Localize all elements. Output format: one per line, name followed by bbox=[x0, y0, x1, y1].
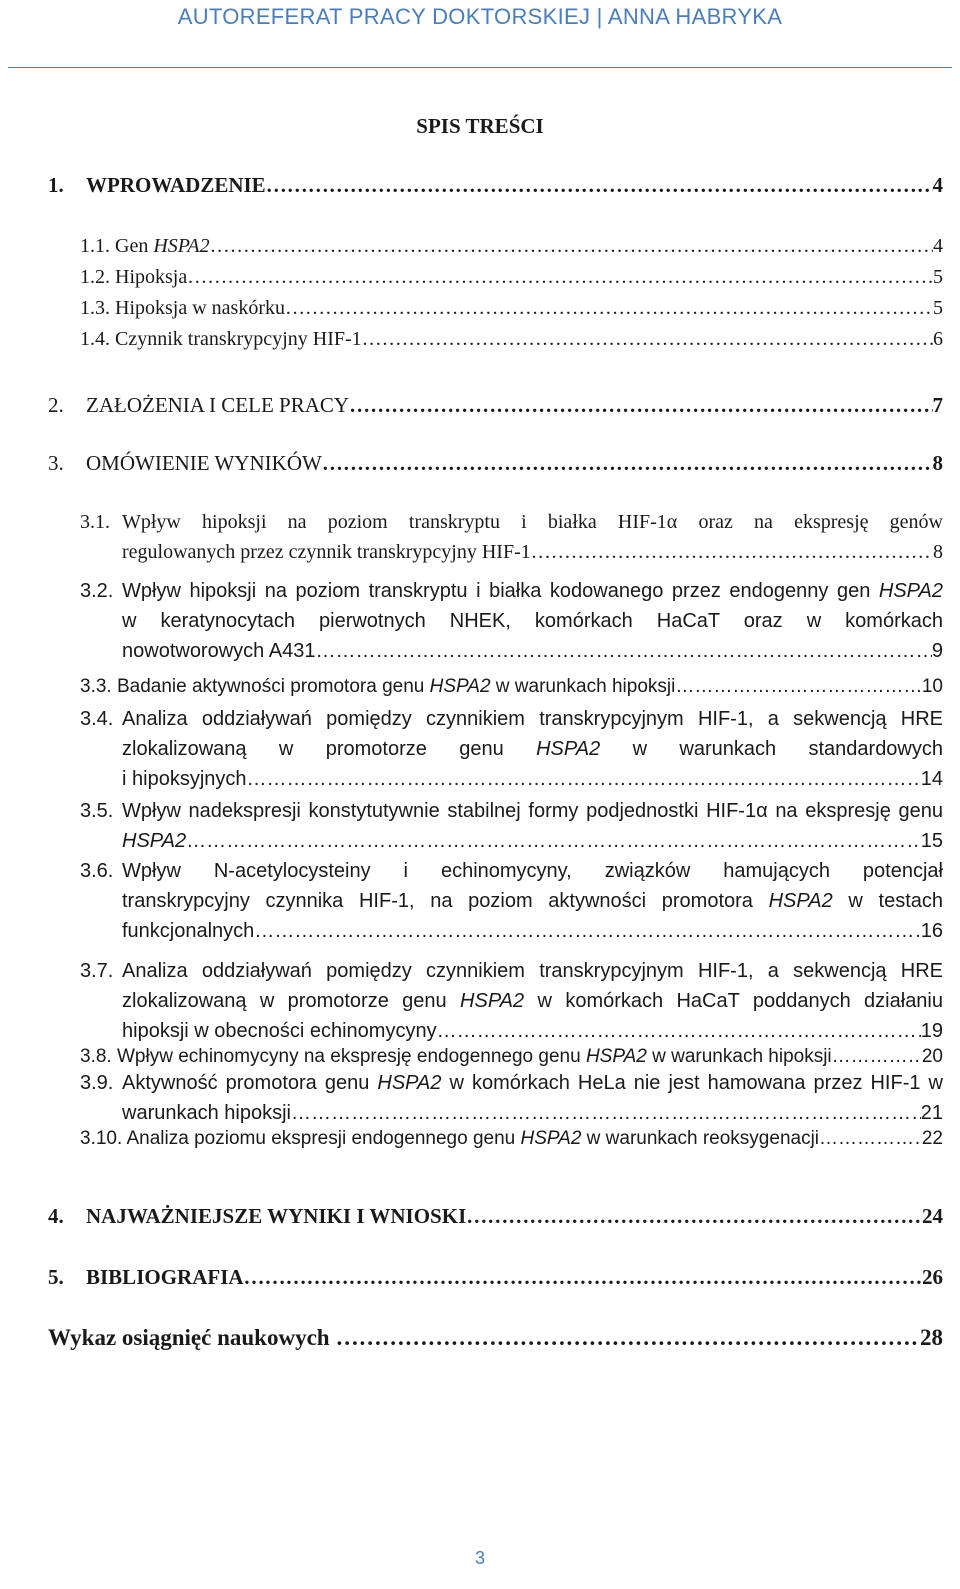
toc-entry-label: Czynnik transkrypcyjny HIF-1 bbox=[115, 328, 362, 350]
toc-entry-label-italic: HSPA2 bbox=[878, 580, 943, 602]
toc-entry-label: OMÓWIENIE WYNIKÓW bbox=[86, 451, 322, 475]
toc-entry-2[interactable] bbox=[0, 393, 943, 421]
toc-entry-label: Wpływ nadekspresji konstytutywnie stabilnej formy podjednostki HIF-1α na ekspresję genu bbox=[122, 800, 943, 822]
page-number: 3 bbox=[474, 1548, 485, 1568]
toc-entry-page: 5 bbox=[933, 297, 943, 319]
toc-entry-3-3[interactable] bbox=[80, 676, 943, 698]
toc-entry-1[interactable] bbox=[0, 173, 943, 201]
toc-entry-label: Hipoksja w naskórku bbox=[115, 297, 285, 319]
toc-entry-label-italic: HSPA2 bbox=[122, 830, 187, 852]
toc-entry-number: 4. bbox=[48, 1204, 64, 1228]
toc-entry-page: 26 bbox=[922, 1265, 943, 1289]
toc-entry-1-1[interactable] bbox=[80, 235, 943, 258]
toc-entry-page: 4 bbox=[932, 173, 943, 197]
toc-entry-number: 1.2. bbox=[80, 266, 110, 288]
toc-entry-number: 3.7. bbox=[80, 960, 114, 982]
toc-entry-label: Wpływ N-acetylocysteiny i echinomycyny, związków hamujących potencjał bbox=[122, 860, 943, 882]
toc-entry-page: 15 bbox=[920, 830, 943, 852]
toc-entry-page: 9 bbox=[931, 640, 943, 662]
toc-entry-label-cont: w warunkach hipoksji bbox=[490, 676, 676, 697]
toc-entry-page: 22 bbox=[921, 1128, 943, 1149]
toc-entry-label: Analiza poziomu ekspresji endogennego genu bbox=[126, 1128, 521, 1149]
toc-entry-label: Wpływ echinomycyny na ekspresję endogennego genu bbox=[116, 1046, 586, 1067]
toc-entry-page: 4 bbox=[933, 235, 943, 257]
toc-entry-label: WPROWADZENIE bbox=[86, 173, 266, 197]
toc-entry-page: 14 bbox=[920, 768, 943, 790]
toc-entry-page: 20 bbox=[921, 1046, 943, 1067]
toc-entry-label-cont: transkrypcyjny czynnika HIF-1, na poziom aktywności promotora bbox=[122, 890, 769, 912]
toc-entry-label-italic: HSPA2 bbox=[153, 235, 210, 257]
toc-entry-label-cont: funkcjonalnych bbox=[122, 920, 255, 942]
toc-entry-label: Gen bbox=[115, 235, 154, 257]
toc-entry-label: ZAŁOŻENIA I CELE PRACY bbox=[86, 393, 350, 417]
toc-entry-page: 21 bbox=[920, 1102, 943, 1124]
toc-entry-number: 3.4. bbox=[80, 708, 114, 730]
toc-entry-label-cont: zlokalizowaną w promotorze genu bbox=[122, 738, 537, 760]
toc-entry-label-italic: HSPA2 bbox=[768, 890, 833, 912]
toc-entry-label: BIBLIOGRAFIA bbox=[86, 1265, 244, 1289]
toc-entry-page: 8 bbox=[933, 541, 943, 563]
toc-entry-label-italic: HSPA2 bbox=[520, 1128, 582, 1149]
toc-entry-label: NAJWAŻNIEJSZE WYNIKI I WNIOSKI bbox=[86, 1204, 467, 1228]
toc-entry-page: 8 bbox=[932, 451, 943, 475]
toc-entry-label-cont: w keratynocytach pierwotnych NHEK, komórkach HaCaT oraz w komórkach bbox=[122, 610, 943, 632]
toc-entry-label-cont: zlokalizowaną w promotorze genu bbox=[122, 990, 461, 1012]
toc-entry-number: 3.5. bbox=[80, 800, 114, 822]
toc-entry-number: 2. bbox=[48, 393, 64, 417]
toc-entry-label-italic: HSPA2 bbox=[585, 1046, 647, 1067]
toc-entry-label: Analiza oddziaływań pomiędzy czynnikiem transkrypcyjnym HIF-1, a sekwencją HRE bbox=[122, 960, 943, 982]
toc-entry-3-1[interactable] bbox=[80, 507, 943, 567]
toc-entry-3-6[interactable] bbox=[80, 856, 943, 946]
toc-entry-3-8[interactable] bbox=[80, 1046, 943, 1068]
toc-entry-number: 3.8. bbox=[80, 1046, 112, 1067]
toc-entry-number: 3.9. bbox=[80, 1072, 114, 1094]
toc-entry-number: 3.3. bbox=[80, 676, 112, 697]
toc-entry-label-cont: hipoksji w obecności echinomycyny bbox=[122, 1020, 437, 1042]
toc-entry-3-5[interactable] bbox=[80, 796, 943, 856]
toc-entry-page: 6 bbox=[933, 328, 943, 350]
toc-entry-3-2[interactable] bbox=[80, 576, 943, 666]
toc-entry-label-cont: w komórkach HeLa nie jest hamowana przez HIF-1 w bbox=[441, 1072, 943, 1094]
toc-entry-label-italic: HSPA2 bbox=[536, 738, 601, 760]
toc-entry-label-cont: w warunkach reoksygenacji bbox=[581, 1128, 820, 1149]
header-rule bbox=[8, 67, 952, 68]
toc-entry-number: 1.3. bbox=[80, 297, 110, 319]
toc-entry-page: 7 bbox=[932, 393, 943, 417]
toc-entry-3-10[interactable] bbox=[80, 1128, 943, 1150]
toc-entry-number: 1.1. bbox=[80, 235, 110, 257]
toc-entry-label-italic: HSPA2 bbox=[377, 1072, 442, 1094]
toc-entry-3[interactable] bbox=[0, 451, 943, 479]
toc-entry-label: Hipoksja bbox=[115, 266, 188, 288]
toc-entry-number: 3. bbox=[48, 451, 64, 475]
toc-entry-3-4[interactable] bbox=[80, 704, 943, 794]
toc-entry-3-7[interactable] bbox=[80, 956, 943, 1046]
toc-entry-5[interactable] bbox=[0, 1265, 943, 1293]
toc-entry-number: 1.4. bbox=[80, 328, 110, 350]
toc-entry-label-cont: w warunkach standardowych bbox=[600, 738, 944, 760]
toc-entry-number: 3.10. bbox=[80, 1128, 123, 1149]
toc-entry-label-italic: HSPA2 bbox=[429, 676, 491, 697]
toc-entry-label-cont: w warunkach hipoksji bbox=[646, 1046, 832, 1067]
toc-entry-1-2[interactable] bbox=[80, 266, 943, 289]
toc-entry-label: Wykaz osiągnięć naukowych bbox=[48, 1325, 330, 1350]
toc-entry-label-cont: regulowanych przez czynnik transkrypcyjny HIF-1 bbox=[122, 541, 531, 563]
toc-entry-page: 24 bbox=[922, 1204, 943, 1228]
toc-entry-1-3[interactable] bbox=[80, 297, 943, 320]
toc-entry-achievements[interactable] bbox=[48, 1325, 943, 1351]
toc-entry-label-italic: HSPA2 bbox=[460, 990, 525, 1012]
toc-entry-page: 10 bbox=[921, 676, 943, 697]
toc-entry-1-4[interactable] bbox=[80, 328, 943, 351]
toc-entry-page: 19 bbox=[920, 1020, 943, 1042]
toc-entry-label-cont: i hipoksyjnych bbox=[122, 768, 247, 790]
toc-entry-label: Wpływ hipoksji na poziom transkryptu i białka kodowanego przez endogenny gen bbox=[122, 580, 879, 602]
toc-entry-page: 28 bbox=[920, 1325, 943, 1350]
toc-entry-label-cont: w testach bbox=[832, 890, 943, 912]
toc-entry-number: 3.1. bbox=[80, 511, 110, 533]
toc-entry-label: Aktywność promotora genu bbox=[122, 1072, 378, 1094]
toc-entry-label-cont: w komórkach HaCaT poddanych działaniu bbox=[524, 990, 944, 1012]
toc-entry-page: 5 bbox=[933, 266, 943, 288]
toc-entry-3-9[interactable] bbox=[80, 1068, 943, 1128]
toc-entry-label: Badanie aktywności promotora genu bbox=[116, 676, 430, 697]
toc-entry-number: 3.2. bbox=[80, 580, 114, 602]
toc-title: SPIS TREŚCI bbox=[416, 114, 544, 138]
toc-entry-label-cont: nowotworowych A431 bbox=[122, 640, 316, 662]
running-header: AUTOREFERAT PRACY DOKTORSKIEJ | ANNA HABRYKA bbox=[177, 4, 783, 29]
toc-entry-page: 16 bbox=[920, 920, 943, 942]
toc-entry-label: Analiza oddziaływań pomiędzy czynnikiem transkrypcyjnym HIF-1, a sekwencją HRE bbox=[122, 708, 943, 730]
toc-entry-label: Wpływ hipoksji na poziom transkryptu i białka HIF-1α oraz na ekspresję genów bbox=[122, 511, 943, 533]
toc-entry-number: 1. bbox=[48, 173, 64, 197]
toc-entry-number: 5. bbox=[48, 1265, 64, 1289]
toc-entry-label-cont: warunkach hipoksji bbox=[122, 1102, 291, 1124]
toc-entry-4[interactable] bbox=[0, 1204, 943, 1232]
toc-entry-number: 3.6. bbox=[80, 860, 114, 882]
